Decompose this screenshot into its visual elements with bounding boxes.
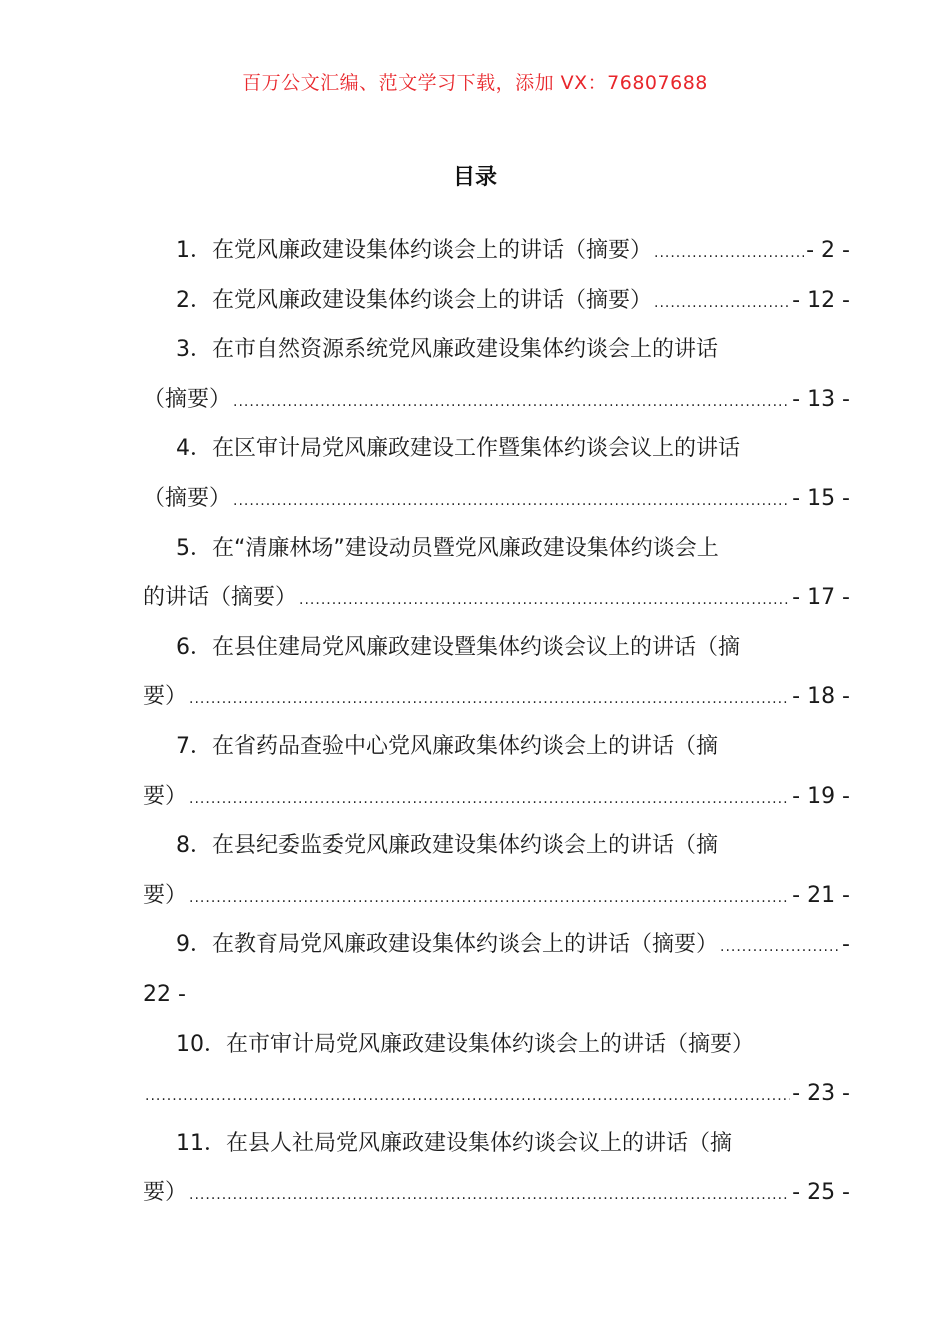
toc-page-number: - 21 - xyxy=(792,882,850,908)
toc-entry-text-continued: 要） xyxy=(143,1180,188,1206)
toc-entry-text: 10．在市审计局党风廉政建设集体约谈会上的讲话（摘要） xyxy=(176,1031,754,1057)
toc-page-number: - 15 - xyxy=(792,485,850,511)
toc-entry-2[interactable] xyxy=(143,276,850,326)
dot-leader xyxy=(189,1171,790,1218)
dot-leader xyxy=(189,675,790,722)
toc-entry-6[interactable] xyxy=(143,623,850,722)
toc-entry-text-continued: 要） xyxy=(143,783,188,809)
toc-entry-text: 4．在区审计局党风廉政建设工作暨集体约谈会议上的讲话 xyxy=(176,436,740,462)
toc-entry-text: 3．在市自然资源系统党风廉政建设集体约谈会上的讲话 xyxy=(176,337,718,363)
toc-page-number: - 17 - xyxy=(792,585,850,611)
toc-entry-text: 7．在省药品查验中心党风廉政集体约谈会上的讲话（摘 xyxy=(176,733,718,759)
toc-page-number: - 2 - xyxy=(806,238,850,263)
table-of-contents xyxy=(143,226,850,1218)
toc-entry-text: 8．在县纪委监委党风廉政建设集体约谈会上的讲话（摘 xyxy=(176,833,718,859)
dot-leader xyxy=(233,477,790,524)
dot-leader xyxy=(654,279,790,326)
dot-leader xyxy=(720,923,840,970)
toc-entry-7[interactable] xyxy=(143,722,850,821)
header-note: 百万公文汇编、范文学习下载，添加 VX：76807688 xyxy=(242,72,708,94)
toc-entry-4[interactable] xyxy=(143,424,850,523)
dot-leader xyxy=(189,775,790,822)
toc-entry-11[interactable] xyxy=(143,1119,850,1218)
toc-entry-text-continued: 要） xyxy=(143,684,188,710)
dot-leader xyxy=(233,378,790,425)
dot-leader xyxy=(299,576,790,623)
toc-entry-text: 5．在“清廉林场”建设动员暨党风廉政建设集体约谈会上 xyxy=(176,535,719,561)
toc-entry-text: 1．在党风廉政建设集体约谈会上的讲话（摘要） xyxy=(176,238,652,263)
toc-page-number: - xyxy=(842,932,850,958)
dot-leader xyxy=(145,1072,790,1119)
toc-page-number: - 13 - xyxy=(792,386,850,412)
toc-entry-text: 9．在教育局党风廉政建设集体约谈会上的讲话（摘要） xyxy=(176,932,718,958)
toc-entry-9[interactable] xyxy=(143,920,850,1019)
toc-page-number: - 19 - xyxy=(792,783,850,809)
dot-leader xyxy=(654,229,804,276)
toc-page-number: - 23 - xyxy=(792,1081,850,1107)
toc-entry-5[interactable] xyxy=(143,524,850,623)
toc-page-number: - 12 - xyxy=(792,287,850,313)
toc-title: 目录 xyxy=(452,165,497,190)
toc-entry-3[interactable] xyxy=(143,325,850,424)
toc-entry-text-continued: （摘要） xyxy=(143,485,232,511)
dot-leader xyxy=(189,874,790,921)
toc-entry-text-continued: 的讲话（摘要） xyxy=(143,585,298,611)
toc-page-number: - 25 - xyxy=(792,1180,850,1206)
toc-entry-1[interactable] xyxy=(143,226,850,276)
toc-entry-text: 6．在县住建局党风廉政建设暨集体约谈会议上的讲话（摘 xyxy=(176,634,740,660)
toc-entry-8[interactable] xyxy=(143,821,850,920)
toc-page-number-wrapped: 22 - xyxy=(143,981,186,1007)
toc-entry-text-continued: （摘要） xyxy=(143,386,232,412)
toc-page-number: - 18 - xyxy=(792,684,850,710)
toc-entry-text: 2．在党风廉政建设集体约谈会上的讲话（摘要） xyxy=(176,287,652,313)
toc-entry-10[interactable] xyxy=(143,1020,850,1119)
toc-entry-text: 11．在县人社局党风廉政建设集体约谈会议上的讲话（摘 xyxy=(176,1130,732,1156)
toc-entry-text-continued: 要） xyxy=(143,882,188,908)
